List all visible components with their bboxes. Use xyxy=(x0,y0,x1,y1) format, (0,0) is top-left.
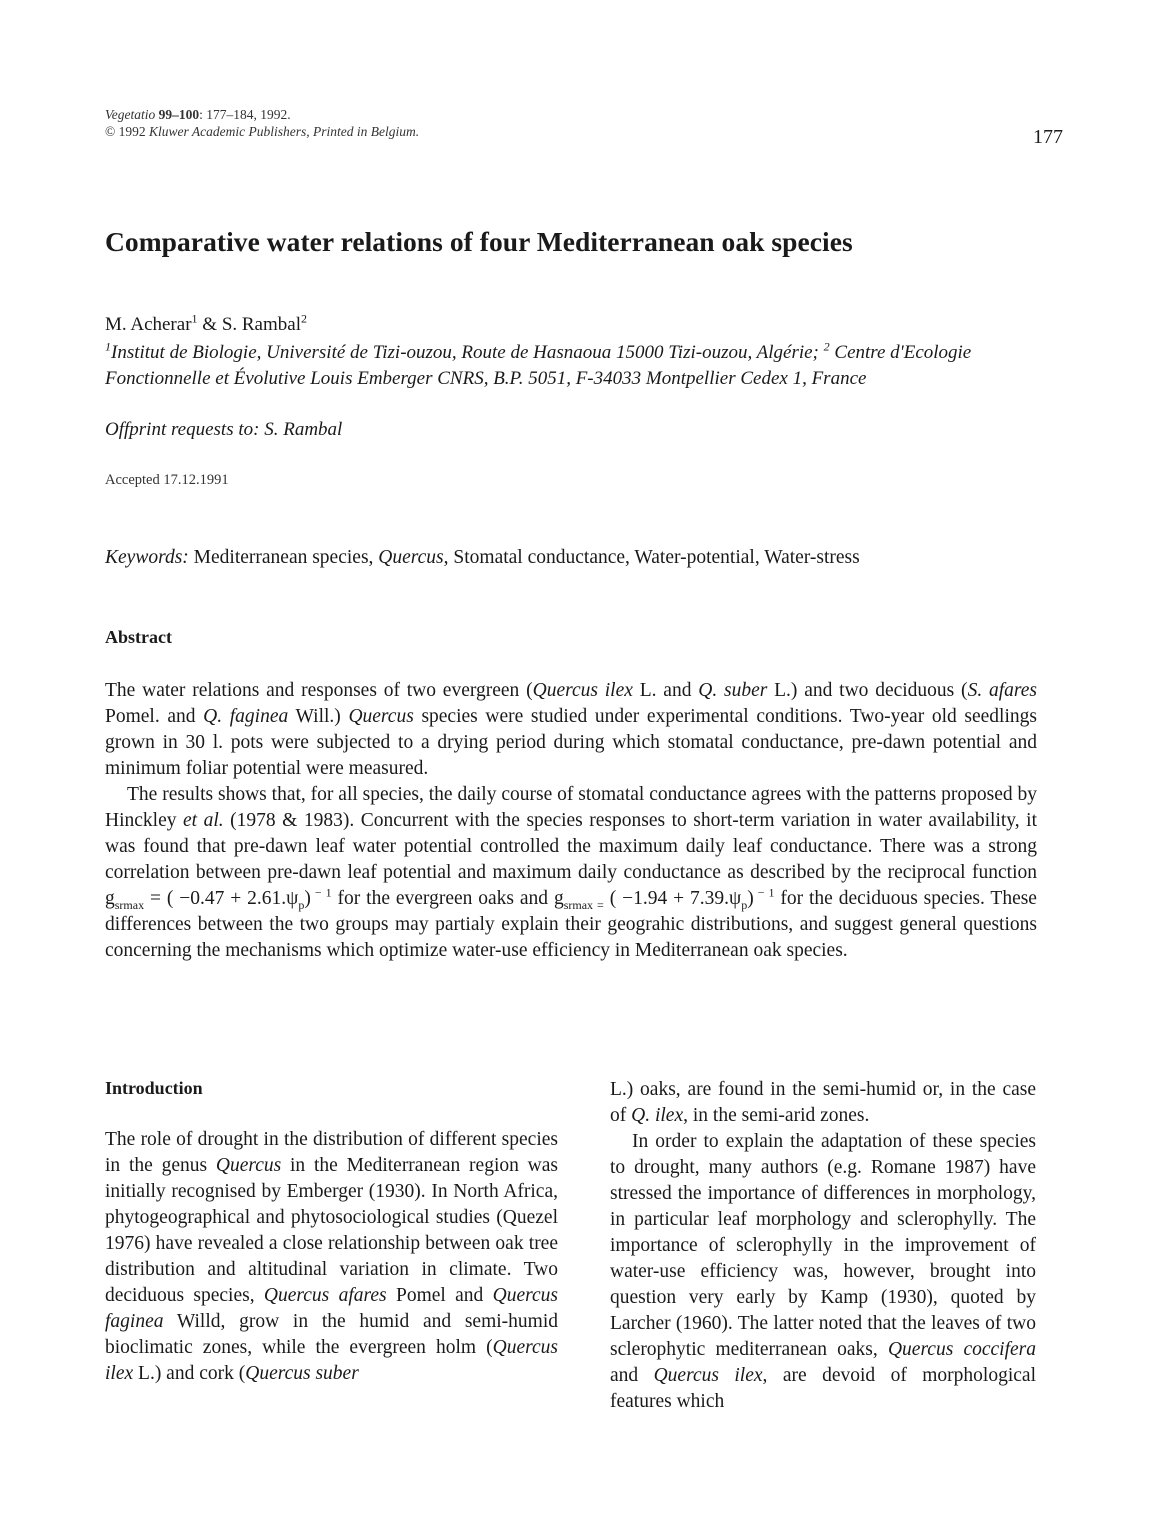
affiliation-2: Centre d'Ecologie Fonctionnelle et Évolutive Louis Emberger CNRS, B.P. 5051, F-34033 Montpellier Cedex 1, France xyxy=(105,342,972,389)
affiliations xyxy=(105,340,1055,392)
author-affiliation-mark: 1 xyxy=(191,311,198,326)
superscript: − 1 xyxy=(753,885,775,900)
paper-title: Comparative water relations of four Mediterranean oak species xyxy=(105,226,853,257)
author-name: M. Acherar xyxy=(105,314,192,335)
journal-name: Vegetatio xyxy=(105,107,156,122)
subscript: srmax = xyxy=(563,897,604,912)
journal-line-1 xyxy=(105,106,419,123)
superscript: − 1 xyxy=(310,885,332,900)
text-run: L.) and two deciduous ( xyxy=(767,680,968,701)
abstract-body xyxy=(105,678,1037,964)
species-name: Quercus ilex xyxy=(532,680,633,701)
species-name: Quercus ilex xyxy=(653,1365,763,1386)
keywords xyxy=(105,547,1065,569)
affiliation-mark: 2 xyxy=(823,339,830,354)
subscript: p xyxy=(741,897,748,912)
equation-text: ) xyxy=(747,888,754,909)
species-name: Quercus xyxy=(215,1155,282,1176)
subscript: p xyxy=(298,897,305,912)
equation-text: ) xyxy=(304,888,311,909)
abstract-paragraph xyxy=(105,678,1037,782)
keywords-label: Keywords: xyxy=(105,547,189,568)
text-run: In order to explain the adaptation of these species to drought, many authors (e.g. Romane 1987) have stressed the importance of differences in morphology, in particular leaf morphology and sclerophylly. The importance of sclerophylly in the improvement of water-use efficiency was, however, brought into question very early by Kamp (1930), quoted by Larcher (1960). The latter noted that the leaves of two sclerophytic mediterranean oaks, xyxy=(610,1131,1036,1360)
text-run: The water relations and responses of two evergreen ( xyxy=(105,680,533,701)
text-run: and xyxy=(610,1365,654,1386)
affiliation-1: Institut de Biologie, Université de Tizi-ouzou, Route de Hasnaoua 15000 Tizi-ouzou, Algérie; xyxy=(111,342,819,363)
text-run: The role of drought in the distribution of different species in the genus xyxy=(105,1129,558,1176)
offprint-requests: Offprint requests to: S. Rambal xyxy=(105,419,343,440)
text-run: Will.) xyxy=(288,706,349,727)
abstract-heading: Abstract xyxy=(105,627,172,647)
body-paragraph xyxy=(105,1127,558,1387)
species-name: Q. suber xyxy=(698,680,768,701)
keywords-text: Mediterranean species, xyxy=(188,547,379,568)
species-name: Q. ilex xyxy=(631,1105,684,1126)
species-name: Quercus ilex xyxy=(105,1337,558,1384)
body-paragraph xyxy=(610,1129,1036,1415)
text-run: in the Mediterranean region was initially recognised by Emberger (1930). In North Africa, phytogeographical and phytosociological studies (Quezel 1976) have revealed a close relationship between oak tree distribution and altitudinal variation in climate. Two deciduous species, xyxy=(105,1155,558,1306)
publisher: Kluwer Academic Publishers, Printed in Belgium. xyxy=(149,124,420,139)
journal-line-2 xyxy=(105,123,419,140)
equation-text: = ( −0.47 + 2.61.ψ xyxy=(144,888,299,909)
species-name: Quercus coccifera xyxy=(887,1339,1037,1360)
keywords-text-italic: Quercus xyxy=(378,547,444,568)
text-run: L.) oaks, are found in the semi-humid or, in the case of xyxy=(610,1079,1036,1126)
text-run: L. and xyxy=(632,680,699,701)
text-run: for the deciduous species. These differences between the two groups may partialy explain their geograhic distributions, and suggest general questions concerning the mechanisms which optimize water-use efficiency in Mediterranean oak species. xyxy=(105,888,1037,961)
subscript: srmax xyxy=(114,897,145,912)
introduction-heading: Introduction xyxy=(105,1078,203,1098)
text-run: Pomel and xyxy=(386,1285,493,1306)
text-run: Willd, grow in the humid and semi-humid bioclimatic zones, while the evergreen holm ( xyxy=(105,1311,558,1358)
introduction-column-left xyxy=(105,1127,558,1387)
author-name: S. Rambal xyxy=(221,314,301,335)
affiliation-mark: 1 xyxy=(105,339,111,354)
page-number: 177 xyxy=(1033,126,1063,148)
equation-text: ( −1.94 + 7.39.ψ xyxy=(603,888,742,909)
species-name: Quercus faginea xyxy=(105,1285,558,1332)
text-run: species were studied under experimental conditions. Two-year old seedlings grown in 30 l. pots were subjected to a drying period during which stomatal conductance, pre-dawn potential and minimum foliar potential were measured. xyxy=(105,706,1037,779)
species-name: S. afares xyxy=(967,680,1038,701)
text-run: Pomel. and xyxy=(105,706,204,727)
keywords-text: , Stomatal conductance, Water-potential, Water-stress xyxy=(443,547,860,568)
author-separator: & xyxy=(197,314,222,335)
journal-pages-year: : 177–184, 1992. xyxy=(199,107,291,122)
text-run: The results shows that, for all species, the daily course of stomatal conductance agrees with the patterns proposed by Hinckley xyxy=(105,784,1037,831)
citation-etal: et al. xyxy=(183,810,224,831)
introduction-column-right xyxy=(610,1077,1036,1415)
species-name: Quercus suber xyxy=(245,1363,359,1384)
text-run: , are devoid of morphological features which xyxy=(610,1365,1036,1412)
text-run: for the evergreen oaks and g xyxy=(331,888,564,909)
abstract-paragraph xyxy=(105,782,1037,964)
text-run: , in the semi-arid zones. xyxy=(683,1105,870,1126)
body-paragraph xyxy=(610,1077,1036,1129)
species-name: Quercus xyxy=(348,706,414,727)
author-affiliation-mark: 2 xyxy=(300,311,307,326)
copyright: © 1992 xyxy=(105,124,146,139)
species-name: Q. faginea xyxy=(203,706,289,727)
species-name: Quercus afares xyxy=(263,1285,387,1306)
journal-citation xyxy=(105,106,419,140)
author-list xyxy=(105,311,307,336)
journal-volume: 99–100 xyxy=(158,107,200,122)
text-run: L.) and cork ( xyxy=(133,1363,246,1384)
accepted-date: Accepted 17.12.1991 xyxy=(105,472,229,488)
text-run: (1978 & 1983). Concurrent with the species responses to short-term variation in water availability, it was found that pre-dawn leaf water potential controlled the maximum daily leaf conductance. There was a strong correlation between pre-dawn leaf potential and maximum daily conductance as described by the reciprocal function g xyxy=(105,810,1038,909)
